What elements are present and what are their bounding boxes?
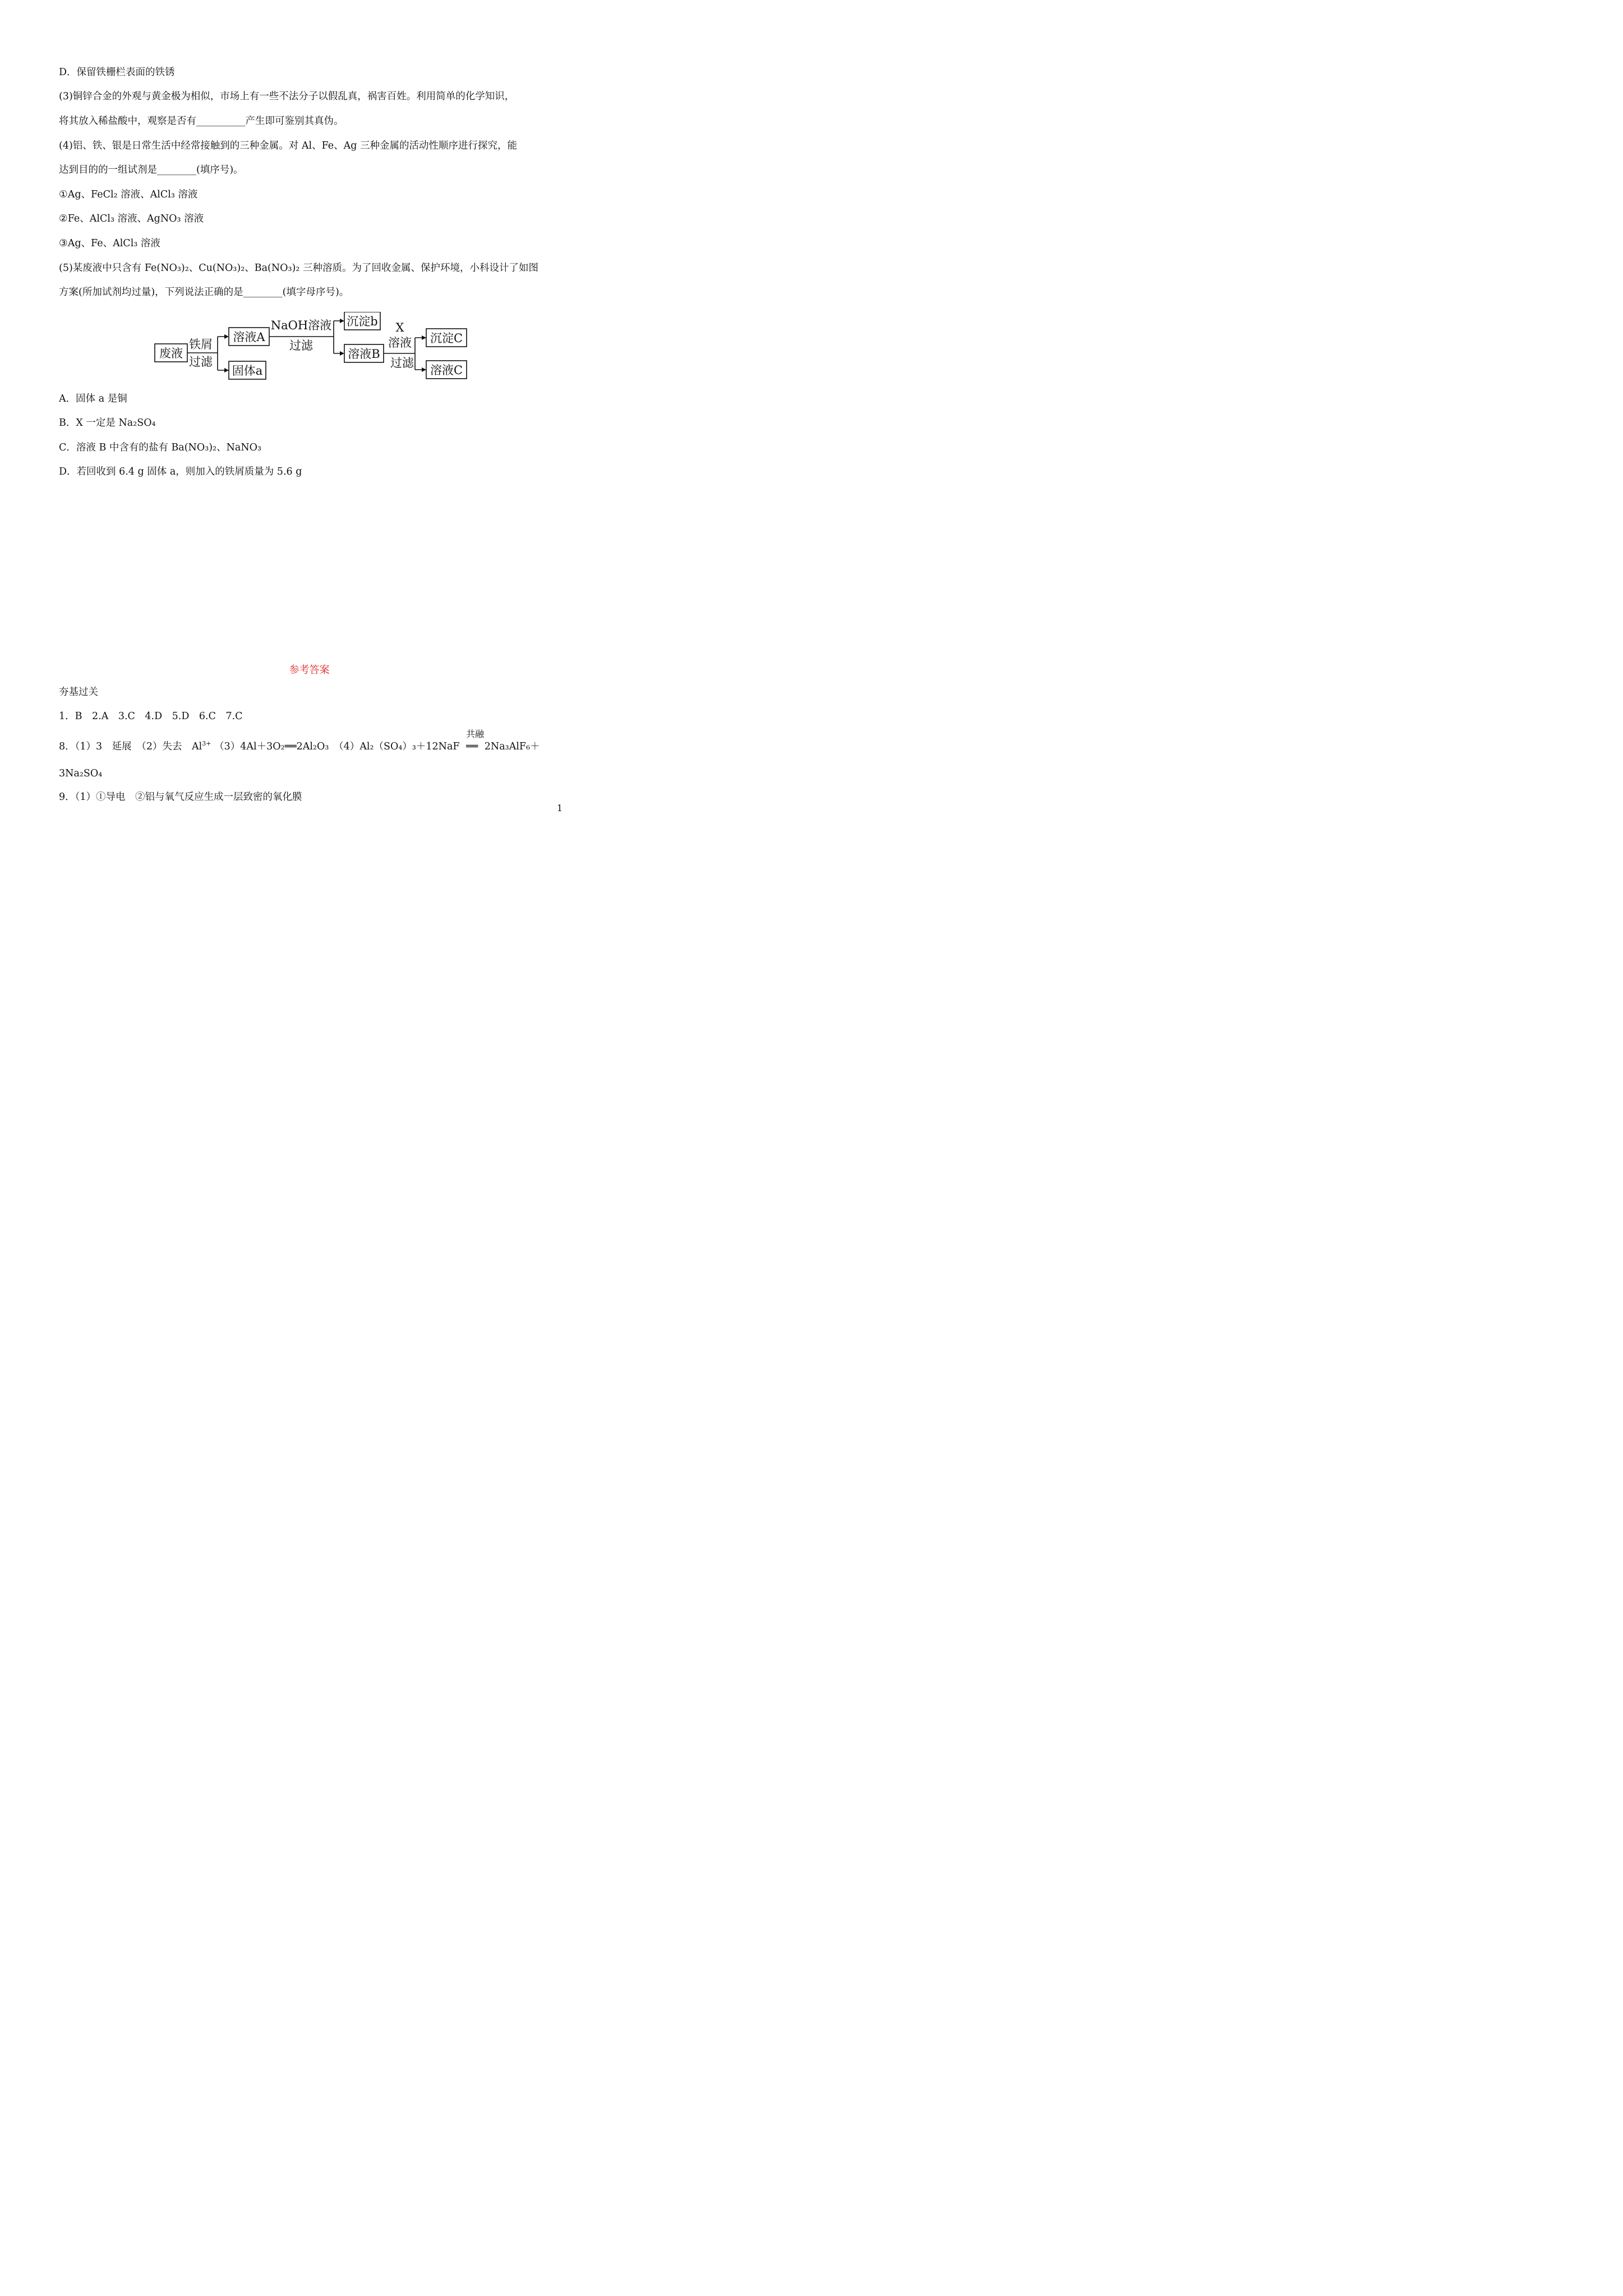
answer-8-charge: 3+	[202, 740, 211, 747]
option-a: A．固体 a 是铜	[59, 393, 127, 404]
answer-section-title: 夯基过关	[59, 687, 98, 698]
waste-label: 废液	[159, 347, 183, 360]
reaction-condition	[466, 729, 485, 753]
question-4-option-3: ③Ag、Fe、AlCl₃ 溶液	[59, 238, 160, 249]
reagent-iron-label: 铁屑	[189, 338, 213, 351]
answer-line-1: 1．B 2.A 3.C 4.D 5.D 6.C 7.C	[59, 711, 243, 722]
reaction-arrow: ══	[466, 741, 478, 752]
question-4-option-1: ①Ag、FeCl₂ 溶液、AlCl₃ 溶液	[59, 189, 198, 200]
question-4-option-2: ②Fe、AlCl₃ 溶液、AgNO₃ 溶液	[59, 213, 204, 224]
solid-a-label: 固体a	[232, 364, 263, 378]
process-flow-diagram	[151, 312, 471, 383]
reagent-x-solution-label: 溶液	[388, 336, 412, 349]
precip-c-label: 沉淀C	[430, 332, 463, 345]
answer-line-9: 9．（1）①导电 ②铝与氧气反应生成一层致密的氧化膜	[59, 792, 302, 803]
answer-title: 参考答案	[289, 664, 330, 676]
question-3-line-2: 将其放入稀盐酸中，观察是否有__________产生即可鉴别其真伪。	[59, 116, 344, 127]
option-b: B．X 一定是 Na₂SO₄	[59, 417, 156, 429]
solution-b-label: 溶液B	[348, 347, 380, 361]
filter-label-1: 过滤	[189, 355, 213, 369]
question-5-line-2: 方案(所加试剂均过量)，下列说法正确的是________(填字母序号)。	[59, 287, 349, 298]
answer-8-product: 2Na₃AlF₆＋	[484, 741, 540, 752]
question-5-line-1: (5)某废液中只含有 Fe(NO₃)₂、Cu(NO₃)₂、Ba(NO₃)₂ 三种溶质。为了回收金属、保护环境，小科设计了如图	[59, 263, 538, 274]
answer-line-8-continued: 3Na₂SO₄	[59, 768, 103, 779]
option-d-text: D．保留铁栅栏表面的铁锈	[59, 67, 175, 78]
answer-8-text-a: 8．（1）3 延展 （2）失去 Al	[59, 741, 202, 752]
option-c: C．溶液 B 中含有的盐有 Ba(NO₃)₂、NaNO₃	[59, 442, 261, 453]
reagent-x-label: X	[395, 321, 404, 334]
answer-8-text-b: （3）4Al＋3O₂══2Al₂O₃ （4）Al₂（SO₄）₃＋12NaF	[214, 741, 460, 752]
reaction-condition-label: 共融	[466, 729, 485, 739]
answer-line-8	[59, 729, 540, 753]
solution-c-label: 溶液C	[430, 364, 463, 377]
reagent-naoh-label: NaOH溶液	[270, 319, 332, 332]
question-3-line-1: (3)铜锌合金的外观与黄金极为相似，市场上有一些不法分子以假乱真，祸害百姓。利用简单的化学知识，	[59, 91, 515, 102]
question-4-line-1: (4)铝、铁、银是日常生活中经常接触到的三种金属。对 Al、Fe、Ag 三种金属的活动性顺序进行探究，能	[59, 140, 518, 151]
precip-b-label: 沉淀b	[347, 315, 378, 328]
filter-label-2: 过滤	[289, 339, 313, 352]
solution-a-label: 溶液A	[233, 330, 265, 344]
page-number: 1	[557, 803, 563, 813]
question-4-line-2: 达到目的的一组试剂是________(填序号)。	[59, 164, 243, 176]
option-d: D．若回收到 6.4 g 固体 a，则加入的铁屑质量为 5.6 g	[59, 466, 302, 477]
filter-label-3: 过滤	[390, 356, 414, 370]
